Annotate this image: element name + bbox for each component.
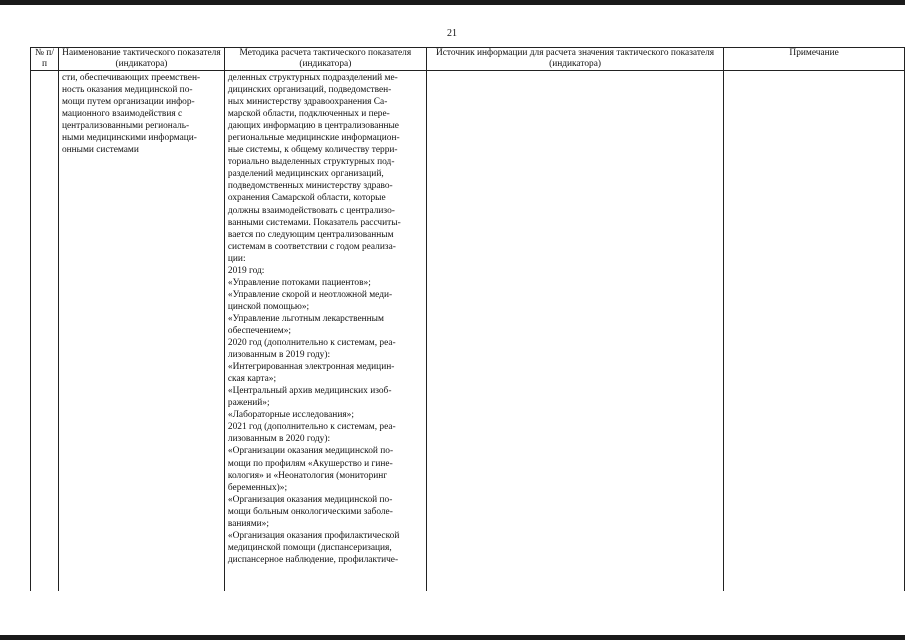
header-number: № п/п	[31, 48, 59, 71]
calculation-method-line: обеспечением»;	[227, 325, 292, 336]
table-header-row	[31, 48, 905, 71]
calculation-method-line: разделений медицинских организаций,	[227, 169, 384, 180]
indicator-name-line: ность оказания медицинской по-	[61, 85, 193, 96]
indicator-table	[30, 47, 905, 591]
calculation-method-line: 2020 год (дополнительно к системам, реа-	[227, 338, 396, 349]
calculation-method-line: цинской помощью»;	[227, 301, 310, 312]
cell-number	[31, 71, 59, 592]
indicator-name-line: мационного взаимодействия с	[61, 109, 183, 120]
calculation-method-line: беременных)»;	[227, 482, 288, 493]
calculation-method-line: мощи по профилям «Акушерство и гине-	[227, 458, 393, 469]
calculation-method-line: ные системы, к общему количеству терри-	[227, 145, 398, 156]
scan-bottom-border	[0, 635, 905, 640]
scan-top-border	[0, 0, 905, 5]
header-calculation-method: Методика расчета тактического показателя (индикатора)	[224, 48, 426, 71]
calculation-method-line: 2019 год:	[227, 265, 265, 276]
calculation-method-line: мощи больным онкологическими заболе-	[227, 506, 393, 517]
calculation-method-line: ториально выделенных структурных под-	[227, 157, 395, 168]
calculation-method-line: ных министерству здравоохранения Са-	[227, 97, 388, 108]
calculation-method-line: кология» и «Неонатология (мониторинг	[227, 470, 388, 481]
calculation-method-line: лизованным в 2019 году):	[227, 350, 331, 361]
calculation-method-line: лизованным в 2020 году):	[227, 434, 331, 445]
indicator-name-line: сти, обеспечивающих преемствен-	[61, 73, 201, 83]
calculation-method-line: «Организация оказания профилактической	[227, 530, 400, 541]
table-row	[31, 71, 905, 592]
calculation-method-line: ванными системами. Показатель рассчиты-	[227, 217, 401, 228]
indicator-name-text	[59, 71, 224, 156]
indicator-name-line: централизованными региональ-	[61, 121, 190, 132]
indicator-name-line: онными системами	[61, 145, 139, 156]
calculation-method-line: «Интегрированная электронная медицин-	[227, 362, 395, 373]
cell-information-source	[426, 71, 723, 592]
indicator-name-line: мощи путем организации инфор-	[61, 97, 195, 108]
calculation-method-line: марской области, подключенных и пере-	[227, 109, 390, 120]
cell-calculation-method	[224, 71, 426, 592]
calculation-method-line: диспансерное наблюдение, профилактиче-	[227, 554, 399, 565]
cell-indicator-name	[58, 71, 224, 592]
calculation-method-line: дицинских организаций, подведомствен-	[227, 85, 392, 96]
calculation-method-line: «Центральный архив медицинских изоб-	[227, 386, 392, 397]
calculation-method-line: медицинской помощи (диспансеризация,	[227, 542, 392, 553]
calculation-method-line: «Лабораторные исследования»;	[227, 410, 354, 421]
calculation-method-line: деленных структурных подразделений ме-	[227, 73, 398, 83]
calculation-method-line: «Организация оказания медицинской по-	[227, 494, 393, 505]
calculation-method-line: 2021 год (дополнительно к системам, реа-	[227, 422, 396, 433]
calculation-method-line: «Организации оказания медицинской по-	[227, 446, 394, 457]
calculation-method-line: ваниями»;	[227, 518, 269, 529]
header-information-source: Источник информации для расчета значения тактического показателя (индикатора)	[426, 48, 723, 71]
calculation-method-line: охранения Самарской области, которые	[227, 193, 386, 204]
indicator-name-line: ными медицинскими информаци-	[61, 133, 197, 144]
page-number: 21	[447, 28, 457, 39]
calculation-method-line: региональные медицинские информацион-	[227, 133, 400, 144]
calculation-method-line: «Управление скорой и неотложной меди-	[227, 289, 393, 300]
calculation-method-line: системам в соответствии с годом реализа-	[227, 241, 396, 252]
calculation-method-line: ции:	[227, 253, 246, 264]
calculation-method-line: «Управление потоками пациентов»;	[227, 277, 371, 288]
calculation-method-line: ражений»;	[227, 398, 270, 409]
calculation-method-line: ская карта»;	[227, 374, 277, 385]
calculation-method-line: подведомственных министерству здраво-	[227, 181, 393, 192]
header-indicator-name: Наименование тактического показателя (индикатора)	[58, 48, 224, 71]
calculation-method-line: вается по следующим централизованным	[227, 229, 394, 240]
header-note: Примечание	[724, 48, 905, 71]
calculation-method-line: «Управление льготным лекарственным	[227, 313, 384, 324]
cell-note	[724, 71, 905, 592]
calculation-method-line: дающих информацию в централизованные	[227, 121, 399, 132]
calculation-method-text	[225, 71, 426, 566]
calculation-method-line: должны взаимодействовать с централизо-	[227, 205, 395, 216]
